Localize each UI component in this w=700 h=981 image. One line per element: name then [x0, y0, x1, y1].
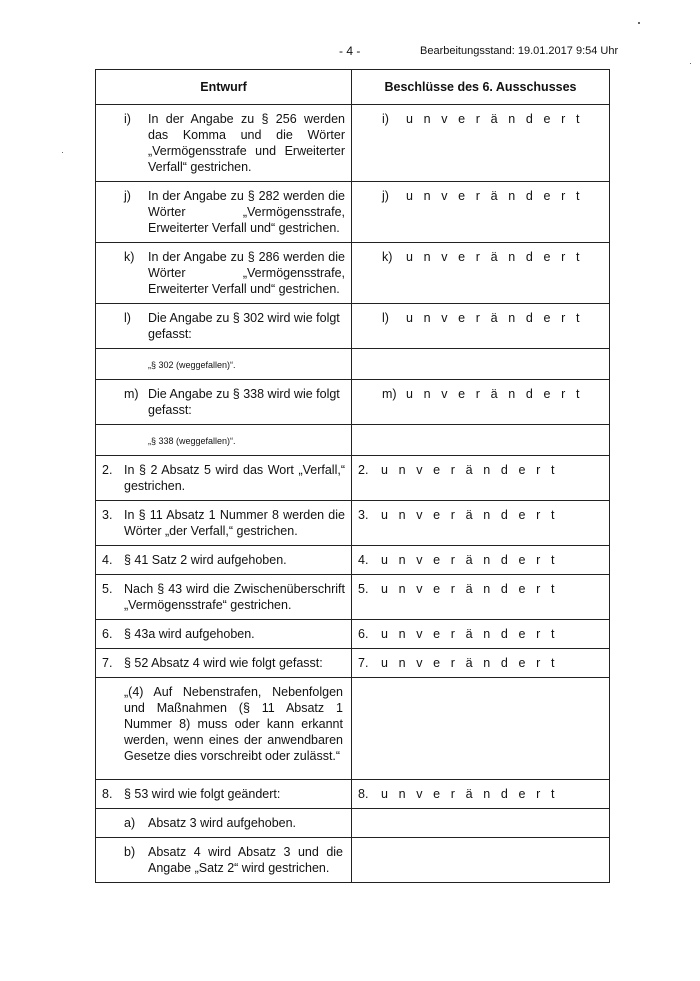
unchanged-text: u n v e r ä n d e r t — [381, 787, 559, 801]
committee-cell — [352, 575, 609, 603]
item-label: l) — [382, 311, 389, 325]
item-text: § 41 Satz 2 wird aufgehoben. — [124, 553, 287, 567]
draft-cell — [96, 243, 351, 303]
page-number: - 4 - — [339, 44, 361, 58]
committee-cell — [352, 809, 609, 821]
item-text: In § 2 Absatz 5 wird das Wort „Verfall,“ gestrichen. — [124, 463, 345, 493]
page-header — [0, 44, 700, 60]
draft-cell: „§ 338 (weggefallen)“. — [148, 436, 236, 446]
unchanged-text: u n v e r ä n d e r t — [406, 112, 584, 126]
column-header-committee: Beschlüsse des 6. Ausschusses — [352, 70, 610, 105]
item-label: 3. — [358, 508, 369, 522]
item-label: b) — [124, 845, 136, 859]
draft-cell: „§ 302 (weggefallen)“. — [148, 360, 236, 370]
item-text: § 43a wird aufgehoben. — [124, 627, 255, 641]
unchanged-text: u n v e r ä n d e r t — [381, 656, 559, 670]
item-label: 7. — [358, 656, 369, 670]
unchanged-text: u n v e r ä n d e r t — [381, 463, 559, 477]
item-label: 4. — [358, 553, 369, 567]
table-row — [96, 380, 610, 425]
committee-cell — [352, 501, 609, 529]
table-row — [96, 501, 610, 546]
table-row — [96, 182, 610, 243]
draft-cell — [96, 575, 351, 619]
draft-cell — [96, 304, 351, 348]
table-row — [96, 620, 610, 649]
unchanged-text: u n v e r ä n d e r t — [381, 508, 559, 522]
draft-cell — [96, 380, 351, 424]
item-text: § 52 Absatz 4 wird wie folgt gefasst: — [124, 656, 323, 670]
comparison-table — [95, 69, 610, 883]
unchanged-text: u n v e r ä n d e r t — [406, 250, 584, 264]
item-label: m) — [382, 387, 397, 401]
item-label: i) — [382, 112, 389, 126]
draft-cell — [96, 501, 351, 545]
revision-status: Bearbeitungsstand: 19.01.2017 9:54 Uhr — [420, 45, 619, 57]
item-label: 4. — [102, 553, 113, 567]
committee-cell — [352, 780, 609, 808]
draft-cell — [96, 456, 351, 500]
draft-cell — [96, 620, 351, 648]
column-header-draft: Entwurf — [96, 70, 352, 105]
item-label: m) — [124, 387, 139, 401]
draft-cell — [96, 105, 351, 181]
table-row — [96, 780, 610, 809]
table-row — [96, 575, 610, 620]
item-label: l) — [124, 311, 131, 325]
item-label: 2. — [358, 463, 369, 477]
item-text: Absatz 4 wird Absatz 3 und die Angabe „Satz 2“ wird gestrichen. — [148, 845, 343, 875]
draft-cell — [96, 649, 351, 677]
unchanged-text: u n v e r ä n d e r t — [406, 189, 584, 203]
unchanged-text: u n v e r ä n d e r t — [406, 311, 584, 325]
committee-cell — [352, 838, 609, 850]
table-row — [96, 809, 610, 838]
table-row — [96, 425, 610, 456]
item-label: j) — [382, 189, 389, 203]
item-label: 2. — [102, 463, 113, 477]
table-row — [96, 546, 610, 575]
item-label: 5. — [102, 582, 113, 596]
draft-cell — [96, 546, 351, 574]
table-row — [96, 243, 610, 304]
committee-cell — [352, 182, 609, 210]
committee-cell — [352, 380, 609, 408]
draft-cell — [96, 838, 351, 882]
draft-cell — [96, 182, 351, 242]
scan-speck — [62, 152, 63, 153]
item-text: In der Angabe zu § 282 werden die Wörter „Vermögensstrafe, Erweiterter Verfall und“ gestrichen. — [148, 189, 345, 235]
item-label: i) — [124, 112, 131, 126]
item-label: 6. — [102, 627, 113, 641]
draft-cell — [96, 780, 351, 808]
item-text: In § 11 Absatz 1 Nummer 8 werden die Wörter „der Verfall,“ gestrichen. — [124, 508, 345, 538]
item-label: 3. — [102, 508, 113, 522]
committee-cell — [352, 243, 609, 271]
item-text: § 53 wird wie folgt geändert: — [124, 787, 281, 801]
item-text: Absatz 3 wird aufgehoben. — [148, 816, 297, 830]
unchanged-text: u n v e r ä n d e r t — [381, 582, 559, 596]
unchanged-text: u n v e r ä n d e r t — [381, 553, 559, 567]
committee-cell — [352, 649, 609, 677]
table-row — [96, 456, 610, 501]
draft-cell — [96, 809, 351, 837]
item-label: k) — [124, 250, 135, 264]
item-label: 8. — [358, 787, 369, 801]
unchanged-text: u n v e r ä n d e r t — [406, 387, 584, 401]
table-row — [96, 649, 610, 678]
item-label: 8. — [102, 787, 113, 801]
item-text: In der Angabe zu § 286 werden die Wörter „Vermögensstrafe, Erweiterter Verfall und“ gestrichen. — [148, 250, 345, 296]
item-label: 7. — [102, 656, 113, 670]
table-row — [96, 678, 610, 780]
committee-cell — [352, 456, 609, 484]
table-row — [96, 838, 610, 883]
table-header-row — [96, 70, 610, 105]
item-text: In der Angabe zu § 256 werden das Komma und die Wörter „Vermögensstrafe und Erweiterter Verfall“ gestrichen. — [148, 112, 345, 174]
item-label: j) — [124, 189, 131, 203]
table-row — [96, 349, 610, 380]
item-text: Die Angabe zu § 302 wird wie folgt gefasst: — [148, 311, 340, 341]
table-row — [96, 304, 610, 349]
item-text: Die Angabe zu § 338 wird wie folgt gefasst: — [148, 387, 340, 417]
quoted-paragraph: „(4) Auf Nebenstrafen, Nebenfolgen und Maßnahmen (§ 11 Absatz 1 Nummer 8) muss oder kann erkannt werden, wenn eines der anwendbaren Gesetze dies vorschreibt oder zulässt.“ — [124, 685, 343, 763]
committee-cell — [352, 105, 609, 133]
committee-cell — [352, 304, 609, 332]
committee-cell — [352, 620, 609, 648]
item-label: 6. — [358, 627, 369, 641]
scan-speck — [638, 22, 640, 24]
table-row — [96, 105, 610, 182]
scan-speck — [690, 63, 691, 64]
item-label: k) — [382, 250, 393, 264]
item-label: a) — [124, 816, 136, 830]
unchanged-text: u n v e r ä n d e r t — [381, 627, 559, 641]
item-label: 5. — [358, 582, 369, 596]
item-text: Nach § 43 wird die Zwischenüberschrift „Vermögensstrafe“ gestrichen. — [124, 582, 345, 612]
committee-cell — [352, 546, 609, 574]
